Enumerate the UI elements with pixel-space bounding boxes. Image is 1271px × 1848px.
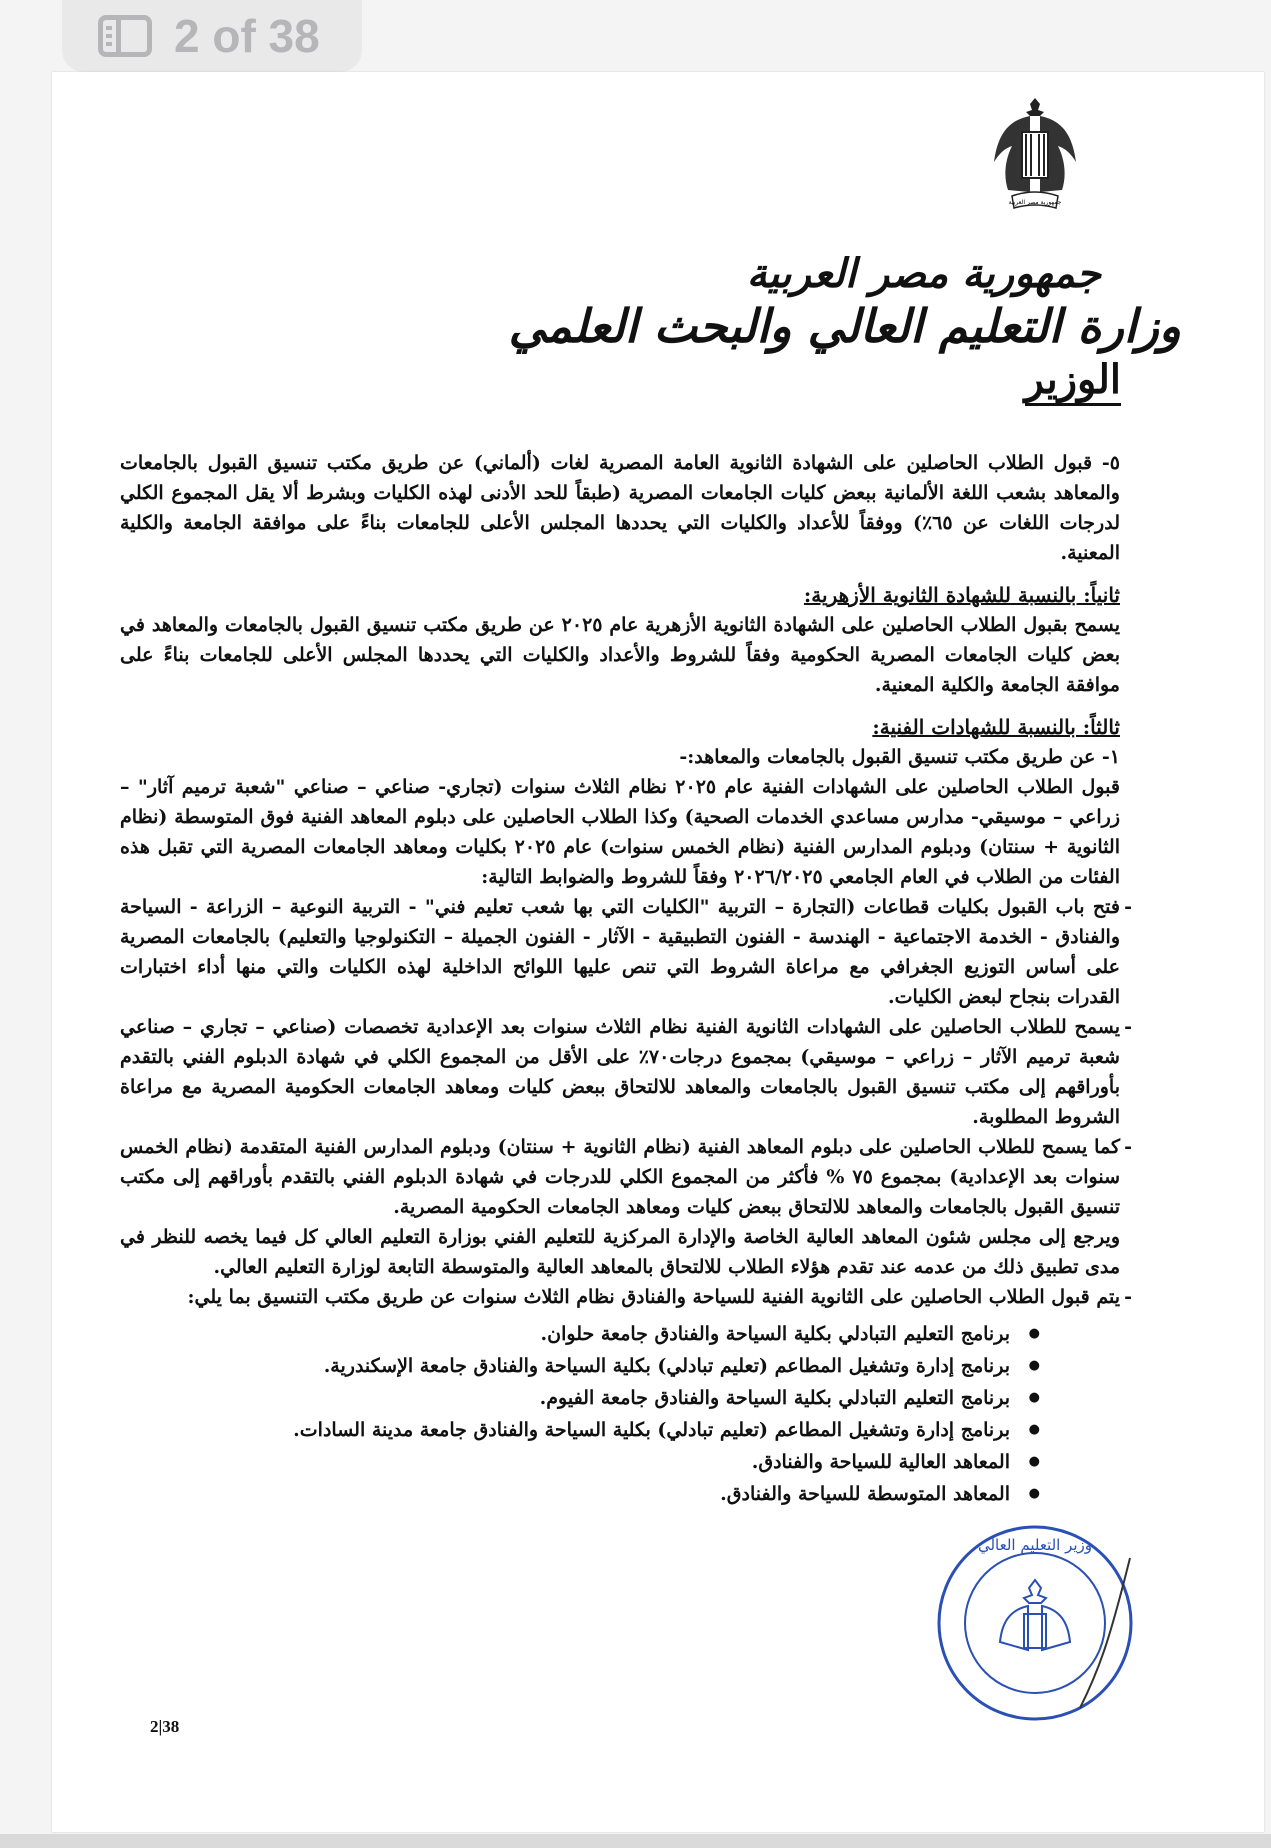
list-item: ● برنامج التعليم التبادلي بكلية السياحة والفنادق جامعة الفيوم. xyxy=(120,1382,1040,1414)
tourism-list xyxy=(120,1282,1132,1312)
page-number: 2|38 xyxy=(150,1717,180,1736)
letterhead xyxy=(509,250,1181,405)
section-azhar-paragraph: يسمح بقبول الطلاب الحاصلين على الشهادة الثانوية الأزهرية عام ٢٠٢٥ عن طريق مكتب تنسيق القبول بالجامعات والمعاهد في بعض كليات الجامعات المصرية الحكومية وفقاً للشروط والأعداد والكليات التي يحددها المجلس الأعلى للجامعات بناءً على موافقة الجامعة والكلية المعنية. xyxy=(120,614,1120,696)
council-paragraph: ويرجع إلى مجلس شئون المعاهد العالية الخاصة والإدارة المركزية للتعليم الفني بوزارة التعليم العالي كل فيما يخصه للنظر في مدى تطبيق ذلك من عدمه عند تقدم هؤلاء الطلاب للالتحاق بالمعاهد العالية والمتوسطة التابعة لوزارة التعليم العالي. xyxy=(120,1226,1120,1278)
programs-bullet-list xyxy=(120,1318,1040,1510)
list-item xyxy=(120,1012,1132,1132)
ministry-seal-icon xyxy=(930,1518,1140,1728)
subsection-1-paragraph: قبول الطلاب الحاصلين على الشهادات الفنية عام ٢٠٢٥ نظام الثلاث سنوات (تجاري- صناعي – صناعي "شعبة ترميم آثار" – زراعي – موسيقي- مدارس مساعدي الخدمات الصحية) وكذا الطلاب الحاصلين على دبلوم المعاهد الفنية فوق المتوسطة (نظام الثانوية + سنتان) ودبلوم المدارس الفنية (نظام الخمس سنوات) عام ٢٠٢٥ بكليات ومعاهد الجامعات المصرية التي تقبل هذه الفئات من الطلاب في العام الجامعي ٢٠٢٦/٢٠٢٥ وفقاً للشروط والضوابط التالية: xyxy=(120,776,1121,888)
document-body xyxy=(120,448,1132,1510)
list-item: ● المعاهد المتوسطة للسياحة والفنادق. xyxy=(120,1478,1040,1510)
emblem-caption: جمهورية مصر العربية xyxy=(1008,199,1062,206)
sidebar-icon[interactable] xyxy=(98,15,152,57)
page-indicator-badge[interactable] xyxy=(62,0,362,72)
list-item-text: كما يسمح للطلاب الحاصلين على دبلوم المعاهد الفنية (نظام الثانوية + سنتان) ودبلوم المدارس الفنية المتقدمة (نظام الخمس سنوات بعد الإعدادية) بمجموع ٧٥ % فأكثر من المجموع الكلي للدرجات في شهادة الدبلوم الفني بالتقدم بأوراقهم إلى مكتب تنسيق القبول بالجامعات والمعاهد للالتحاق ببعض كليات ومعاهد الجامعات الحكومية المصرية. xyxy=(120,1136,1121,1218)
list-item xyxy=(120,892,1132,1012)
list-item xyxy=(120,1282,1132,1312)
stamp-text: وزير التعليم العالي xyxy=(977,1536,1093,1554)
list-item-text: يسمح للطلاب الحاصلين على الشهادات الثانوية الفنية نظام الثلاث سنوات بعد الإعدادية تخصصات (صناعي – تجاري – صناعي شعبة ترميم الآثار – زراعي – موسيقي) بمجموع درجات٧٠٪ على الأقل من المجموع الكلي في شهادة الدبلوم الفني بالتقدم بأوراقهم إلى مكتب تنسيق القبول بالجامعات والمعاهد للالتحاق ببعض كليات ومعاهد الجامعات الحكومية المصرية مع مراعاة الشروط المطلوبة. xyxy=(120,1016,1120,1128)
dash-marker: - xyxy=(1124,1136,1132,1158)
item-5-paragraph: ٥- قبول الطلاب الحاصلين على الشهادة الثانوية العامة المصرية لغات (ألماني) عن طريق مكتب تنسيق القبول بالجامعات والمعاهد بشعب اللغة الألمانية ببعض كليات الجامعات المصرية (طبقاً للحد الأدنى لهذه الكليات وبشرط ألا يقل المجموع الكلي لدرجات اللغات عن ٦٥٪) ووفقاً للأعداد والكليات التي يحددها المجلس الأعلى للجامعات بناءً على موافقة الجامعة والكلية المعنية. xyxy=(120,452,1120,564)
page-indicator-text: 2 of 38 xyxy=(174,10,320,62)
dash-marker: - xyxy=(1124,1016,1132,1038)
minister-title xyxy=(509,355,1121,405)
ministry-title: وزارة التعليم العالي والبحث العلمي xyxy=(508,299,1181,353)
dash-marker: - xyxy=(1124,1286,1132,1308)
list-item xyxy=(120,1132,1132,1222)
minister-title-text: الوزير xyxy=(1025,356,1121,406)
list-item: ● برنامج التعليم التبادلي بكلية السياحة والفنادق جامعة حلوان. xyxy=(120,1318,1040,1350)
subsection-1-heading: ١- عن طريق مكتب تنسيق القبول بالجامعات والمعاهد:- xyxy=(679,746,1120,768)
republic-title: جمهورية مصر العربية xyxy=(746,250,1101,297)
eagle-emblem-icon xyxy=(990,92,1080,232)
section-azhar-heading: ثانياً: بالنسبة للشهادة الثانوية الأزهرية: xyxy=(803,583,1120,607)
list-item: ● برنامج إدارة وتشغيل المطاعم (تعليم تبادلي) بكلية السياحة والفنادق جامعة الإسكندرية. xyxy=(120,1350,1040,1382)
viewer-bottom-edge xyxy=(0,1834,1271,1848)
dash-marker: - xyxy=(1124,896,1132,918)
list-item-text: يتم قبول الطلاب الحاصلين على الثانوية الفنية للسياحة والفنادق نظام الثلاث سنوات عن طريق مكتب التنسيق بما يلي: xyxy=(187,1286,1120,1308)
conditions-list xyxy=(120,892,1132,1222)
section-technical-heading: ثالثاً: بالنسبة للشهادات الفنية: xyxy=(872,715,1120,739)
list-item: ● برنامج إدارة وتشغيل المطاعم (تعليم تبادلي) بكلية السياحة والفنادق جامعة مدينة السادات. xyxy=(120,1414,1040,1446)
list-item-text: فتح باب القبول بكليات قطاعات (التجارة – التربية "الكليات التي بها شعب تعليم فني" - التربية النوعية – الزراعة - السياحة والفنادق - الخدمة الاجتماعية - الهندسة - الفنون التطبيقية - الآثار - الفنون الجميلة – التكنولوجيا والتعليم) بالجامعات المصرية على أساس التوزيع الجغرافي مع مراعاة الشروط التي تنص عليها اللوائح الداخلية لهذه الكليات والتي منها أداء اختبارات القدرات بنجاح لبعض الكليات. xyxy=(120,896,1120,1008)
list-item: ● المعاهد العالية للسياحة والفنادق. xyxy=(120,1446,1040,1478)
